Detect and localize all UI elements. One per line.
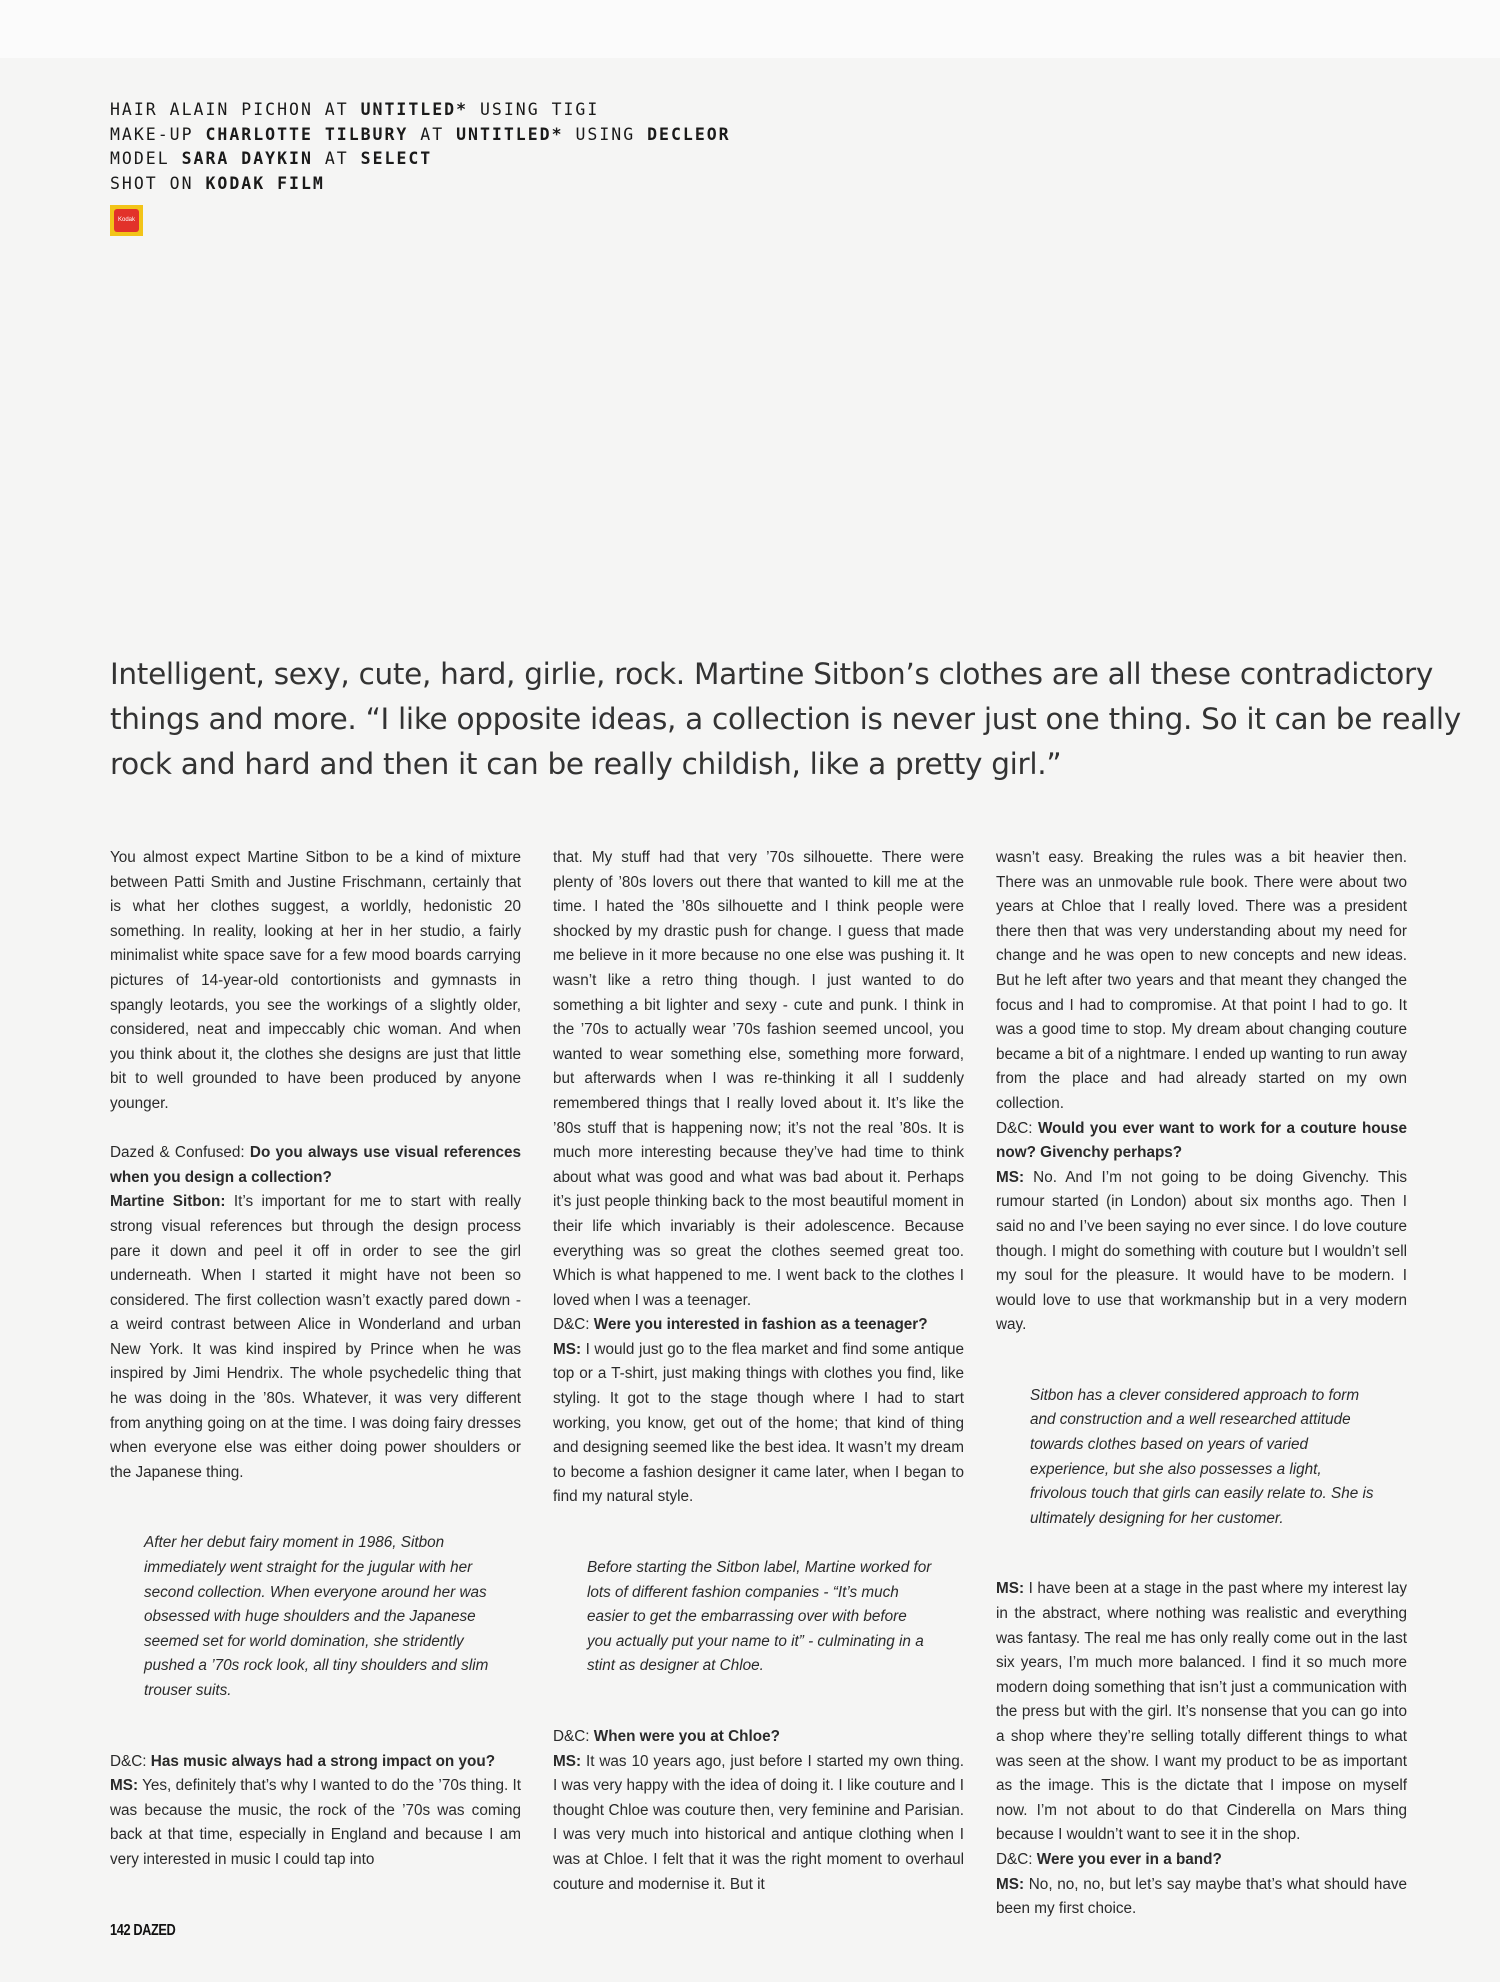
text-run: AT xyxy=(408,124,457,144)
bold-text: KODAK FILM xyxy=(205,173,325,193)
text-run: MODEL xyxy=(110,149,182,168)
text-run: After her debut fairy moment in 1986, Sitbon immediately went straight for the jugular with her second collection. When everyone around her was obsessed with huge shoulders and the Japanese seemed set for world domination, she stridently pushed a ’70s rock look, all tiny shoulders and slim trouser suits. xyxy=(144,1534,489,1699)
credit-line xyxy=(110,98,731,123)
pull-quote-line: things and more. “I like opposite ideas, a collection is never just one thing. So it can be really xyxy=(110,702,1461,736)
bold-text: Martine Sitbon: xyxy=(110,1193,226,1211)
paragraph xyxy=(553,846,964,1313)
text-run: D&C: xyxy=(553,1728,594,1745)
text-run: D&C: xyxy=(996,1850,1037,1868)
article-column-1 xyxy=(110,846,521,1873)
page-folio: 142 DAZED xyxy=(110,1922,176,1939)
pull-quote-line: Intelligent, sexy, cute, hard, girlie, rock. Martine Sitbon’s clothes are all these contradictory xyxy=(110,657,1434,691)
text-run: wasn’t easy. Breaking the rules was a bit heavier then. There was an unmovable rule book. There were about two years at Chloe that I really loved. There was a president there then that was very understanding about my need for change and he was open to new concepts and new ideas. But he left after two years and that meant they changed the focus and I had to compromise. At that point I had to go. It was a good time to stop. My dream about changing couture became a bit of a nightmare. I ended up wanting to run away from the place and had already started on my own collection. xyxy=(996,849,1407,1112)
italic-standfirst xyxy=(1030,1384,1377,1532)
text-run: You almost expect Martine Sitbon to be a kind of mixture between Patti Smith and Justine Frischmann, certainly that is what her clothes suggest, a worldly, hedonistic 20 something. In reality, looking at her in her studio, a fairly minimalist white space save for a few mood boards carrying pictures of 14-year-old contortionists and gymnasts in spangly leotards, you see the workings of a slightly older, considered, neat and impeccably chic woman. And when you think about it, the clothes she designs are just that little bit to well grounded to have been produced by anyone younger. xyxy=(110,849,521,1112)
paragraph xyxy=(553,1725,964,1750)
text-run: Before starting the Sitbon label, Martine worked for lots of different fashion companies - “It’s much easier to get the embarrassing over with before you actually put your name to it” - culminating in a stint as designer at Chloe. xyxy=(587,1559,932,1675)
text-run: USING TIGI xyxy=(468,100,600,119)
text-run: Dazed & Confused: xyxy=(110,1144,250,1162)
paragraph xyxy=(553,1750,964,1898)
bold-text: SARA DAYKIN xyxy=(181,149,313,168)
text-run: USING xyxy=(563,124,648,144)
text-run: D&C: xyxy=(553,1316,594,1334)
bold-text: When were you at Chloe? xyxy=(593,1728,780,1745)
paragraph xyxy=(110,1750,521,1775)
text-run: I have been at a stage in the past where my interest lay in the abstract, where nothing was realistic and everything was fantasy. The real me has only really come out in the last six years, I’m much more balanced. I find it so much more modern doing something that isn’t just a communication with the press but with the girl. It’s nonsense that you can go into a shop where they’re selling totally different things to what was seen at the show. I want my product to be as important as the image. This is the dictate that I impose on myself now. I’m not about to do that Cinderella on Mars thing because I wouldn’t want to see it in the shop. xyxy=(996,1580,1407,1844)
text-run: D&C: xyxy=(996,1119,1038,1137)
text-run: AT xyxy=(312,149,361,168)
paragraph xyxy=(110,1190,521,1485)
paragraph xyxy=(110,1141,521,1190)
paragraph xyxy=(110,1774,521,1872)
credit-line xyxy=(110,147,731,172)
bold-text: CHARLOTTE TILBURY xyxy=(205,124,409,144)
text-run: It’s important for me to start with really strong visual references but through the design process pare it down and peel it off in order to see the girl underneath. When I started it might have not been so considered. The first collection wasn’t exactly pared down - a weird contrast between Alice in Wonderland and urban New York. It was kind inspired by Prince when he was inspired by Jimi Hendrix. The whole psychedelic thing that he was doing in the ’80s. Whatever, it was very different from anything going on at the time. I was doing fairy dresses when everyone else was either doing power shoulders or the Japanese thing. xyxy=(110,1193,521,1481)
text-run: MAKE-UP xyxy=(110,124,206,144)
text-run: that. My stuff had that very ’70s silhouette. There were plenty of ’80s lovers out there that wanted to kill me at the time. I hated the ’80s silhouette and I think people were shocked by my drastic push for change. I guess that made me believe in it more because no one else was pushing it. It wasn’t like a retro thing though. I just wanted to do something a bit lighter and sexy - cute and punk. I think in the ’70s to actually wear ’70s fashion seemed uncool, you wanted to wear something else, something more forward, but afterwards when I was re-thinking it all I suddenly remembered things that I really loved about it. It’s like the ’80s stuff that is happening now; it’s not the real ’80s. It is much more interesting because they’ve had time to think about what was good and what was bad about it. Perhaps it’s just people thinking back to the most beautiful moment in their life which invariably is their adolescence. Because everything was so great the clothes seemed great too. Which is what happened to me. I went back to the clothes I loved when I was a teenager. xyxy=(553,849,964,1309)
bold-text: MS: xyxy=(996,1168,1025,1186)
text-run: D&C: xyxy=(110,1752,151,1770)
bold-text: Has music always had a strong impact on you? xyxy=(150,1752,496,1770)
text-run: Sitbon has a clever considered approach to form and construction and a well researched attitude towards clothes based on years of varied experience, but she also possesses a light, frivolous touch that girls can easily relate to. She is ultimately designing for her customer. xyxy=(1030,1386,1374,1527)
text-run: No. And I’m not going to be doing Givenchy. This rumour started (in London) about six months ago. Then I said no and I’ve been saying no ever since. I do love couture though. I might do something with couture but I wouldn’t sell my soul for the pleasure. It would have to be modern. I would love to use that workmanship but in a very modern way. xyxy=(996,1168,1407,1334)
bold-text: MS: xyxy=(553,1340,582,1358)
credit-line xyxy=(110,172,731,197)
credit-line xyxy=(110,123,731,148)
paragraph xyxy=(996,1873,1407,1922)
bold-text: UNTITLED* xyxy=(456,124,564,144)
paragraph xyxy=(553,1313,964,1338)
text-run: It was 10 years ago, just before I started my own thing. I was very happy with the idea of doing it. I like couture and I thought Chloe was couture then, very feminine and Parisian. I was very much into historical and antique clothing when I was at Chloe. I felt that it was the right moment to overhaul couture and modernise it. But it xyxy=(553,1752,964,1893)
text-run: No, no, no, but let’s say maybe that’s what should have been my first choice. xyxy=(996,1875,1407,1918)
article-column-2 xyxy=(553,846,964,1897)
bold-text: SELECT xyxy=(360,149,433,168)
bold-text: DECLEOR xyxy=(647,124,731,144)
photo-credits xyxy=(110,98,731,196)
kodak-logo xyxy=(110,205,143,236)
paragraph xyxy=(553,1338,964,1510)
paragraph xyxy=(996,1577,1407,1848)
bold-text: UNTITLED* xyxy=(360,100,469,119)
text-run: Yes, definitely that’s why I wanted to do the ’70s thing. It was because the music, the rock of the ’70s was coming back at that time, especially in England and because I am very interested in music I could tap into xyxy=(110,1777,521,1868)
bold-text: Would you ever want to work for a couture house now? Givenchy perhaps? xyxy=(996,1119,1408,1162)
page-top-edge xyxy=(0,0,1500,58)
text-run: SHOT ON xyxy=(110,173,206,193)
kodak-logo-mark: Kodak xyxy=(114,209,139,232)
bold-text: Were you interested in fashion as a teenager? xyxy=(593,1316,928,1334)
paragraph xyxy=(110,846,521,1117)
paragraph xyxy=(996,846,1407,1117)
pull-quote xyxy=(110,652,1461,787)
article-column-3 xyxy=(996,846,1407,1922)
italic-standfirst xyxy=(144,1531,491,1703)
bold-text: MS: xyxy=(996,1875,1025,1893)
italic-standfirst xyxy=(587,1556,934,1679)
paragraph xyxy=(996,1117,1407,1166)
bold-text: MS: xyxy=(110,1777,139,1795)
bold-text: MS: xyxy=(553,1752,582,1770)
text-run: I would just go to the flea market and find some antique top or a T-shirt, just making things with clothes you find, like styling. It got to the stage though where I had to start working, you know, get out of the home; that kind of thing and designing seemed like the best idea. It wasn’t my dream to become a fashion designer it came later, when I began to find my natural style. xyxy=(553,1340,964,1506)
pull-quote-line: rock and hard and then it can be really childish, like a pretty girl.” xyxy=(110,747,1062,781)
bold-text: Were you ever in a band? xyxy=(1036,1850,1222,1868)
paragraph xyxy=(996,1166,1407,1338)
bold-text: Do you always use visual references when you design a collection? xyxy=(110,1144,521,1186)
paragraph xyxy=(996,1848,1407,1873)
bold-text: MS: xyxy=(996,1580,1025,1598)
text-run: HAIR ALAIN PICHON AT xyxy=(110,100,361,119)
